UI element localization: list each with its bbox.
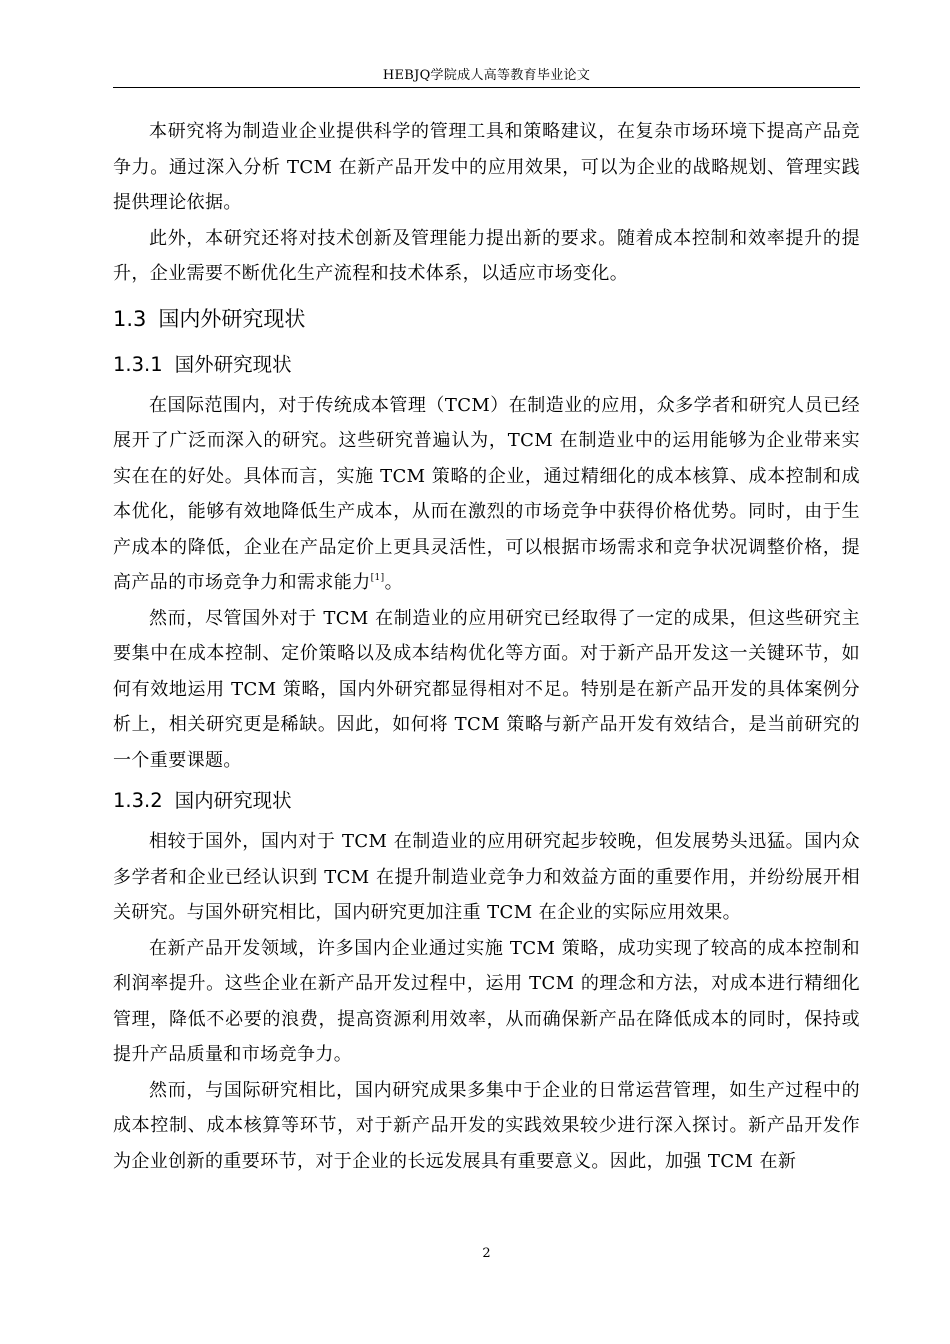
subsection-heading-1-3-1: [113, 342, 860, 388]
domestic-paragraph-2: 在新产品开发领域，许多国内企业通过实施 TCM 策略，成功实现了较高的成本控制和利润率提升。这些企业在新产品开发过程中，运用 TCM 的理念和方法，对成本进行精细化管理，降低不必要的浪费，提高资源利用效率，从而确保新产品在降低成本的同时，保持或提升产品质量和市场竞争力。: [113, 937, 860, 1065]
domestic-paragraph-1: 相较于国外，国内对于 TCM 在制造业的应用研究起步较晚，但发展势头迅猛。国内众多学者和企业已经认识到 TCM 在提升制造业竞争力和效益方面的重要作用，并纷纷展开相关研究。与国外研究相比，国内研究更加注重 TCM 在企业的实际应用效果。: [113, 831, 860, 923]
foreign-paragraph-1-text: 在国际范围内，对于传统成本管理（TCM）在制造业的应用，众多学者和研究人员已经展开了广泛而深入的研究。这些研究普遍认为，TCM 在制造业中的运用能够为企业带来实实在在的好处。具体而言，实施 TCM 策略的企业，通过精细化的成本核算、成本控制和成本优化，能够有效地降低生产成本，从而在激烈的市场竞争中获得价格优势。同时，由于生产成本的降低，企业在产品定价上更具灵活性，可以根据市场需求和竞争状况调整价格，提高产品的市场竞争力和需求能力: [113, 394, 860, 593]
citation-ref: [1]: [370, 573, 385, 583]
subsection-title: 国外研究现状: [174, 352, 292, 376]
page-body: [113, 114, 860, 1179]
section-number: 1.3: [113, 306, 147, 331]
subsection-number: 1.3.2: [113, 789, 163, 812]
foreign-paragraph-1-end: 。: [384, 572, 403, 593]
intro-paragraph-2: 此外，本研究还将对技术创新及管理能力提出新的要求。随着成本控制和效率提升的提升，企业需要不断优化生产流程和技术体系，以适应市场变化。: [113, 227, 860, 284]
foreign-paragraph-2: 然而，尽管国外对于 TCM 在制造业的应用研究已经取得了一定的成果，但这些研究主要集中在成本控制、定价策略以及成本结构优化等方面。对于新产品开发这一关键环节，如何有效地运用 TCM 策略，国内外研究都显得相对不足。特别是在新产品开发的具体案例分析上，相关研究更是稀缺。因此，如何将 TCM 策略与新产品开发有效结合，是当前研究的一个重要课题。: [113, 607, 860, 771]
foreign-paragraph-1: [113, 388, 860, 601]
header-divider: [113, 87, 860, 88]
subsection-title: 国内研究现状: [174, 789, 292, 812]
subsection-heading-1-3-2: [113, 778, 860, 824]
domestic-paragraph-3: 然而，与国际研究相比，国内研究成果多集中于企业的日常运营管理，如生产过程中的成本控制、成本核算等环节，对于新产品开发的实践效果较少进行深入探讨。新产品开发作为企业创新的重要环节，对于企业的长远发展具有重要意义。因此，加强 TCM 在新: [113, 1079, 860, 1172]
running-header: HEBJQ学院成人高等教育毕业论文: [382, 68, 591, 83]
section-title: 国内外研究现状: [158, 306, 306, 331]
section-heading-1-3: [113, 296, 860, 342]
intro-paragraph-1: 本研究将为制造业企业提供科学的管理工具和策略建议，在复杂市场环境下提高产品竞争力。通过深入分析 TCM 在新产品开发中的应用效果，可以为企业的战略规划、管理实践提供理论依据。: [113, 121, 860, 213]
subsection-number: 1.3.1: [113, 352, 163, 376]
page-number: 2: [482, 1246, 491, 1261]
